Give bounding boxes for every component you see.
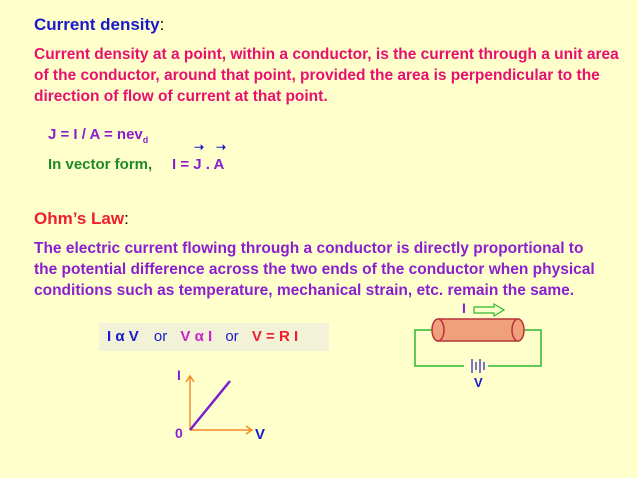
circuit-diagram xyxy=(415,304,541,373)
conductor-right-end xyxy=(512,319,524,341)
ohms-heading-colon: : xyxy=(124,209,129,228)
circuit-voltage-label: V xyxy=(474,375,483,390)
formula-or-1: or xyxy=(153,328,168,345)
vector-arrow-i-icon: ➝ xyxy=(194,140,205,154)
current-arrow-icon xyxy=(474,304,504,316)
vector-form-label: In vector form, xyxy=(48,156,153,173)
formula-v-equals-ri: V = R I xyxy=(251,328,299,345)
ohms-heading-text: Ohm’s Law xyxy=(34,209,125,228)
vector-formula: I = J . A xyxy=(172,156,225,173)
formula-or-2: or xyxy=(225,328,239,345)
formula-text: J = I / A = nev xyxy=(48,126,143,143)
formula-subscript: d xyxy=(142,135,149,145)
ohms-law-statement: The electric current flowing through a conductor is directly proportional to the potential difference across the two ends of the conductor when physical conditions such as temperature, mechanical strain, etc. remain the same. xyxy=(34,240,595,299)
vector-arrow-a-icon: ➝ xyxy=(216,140,227,154)
graph-line xyxy=(190,381,230,430)
heading-text: Current density xyxy=(34,15,160,34)
formula-i-alpha-v: I α V xyxy=(107,328,139,345)
graph-origin-label: 0 xyxy=(175,425,183,441)
vi-graph xyxy=(186,376,252,434)
graph-y-label: I xyxy=(177,367,181,383)
current-density-definition: Current density at a point, within a conductor, is the current through a unit area of the conductor, around that point, provided the area is perpendicular to the direction of flow of current at that point. xyxy=(34,46,619,105)
circuit-current-label: I xyxy=(462,300,466,316)
conductor-body xyxy=(438,319,518,341)
formula-v-alpha-i: V α I xyxy=(180,328,213,345)
graph-x-label: V xyxy=(255,426,266,443)
conductor-left-end xyxy=(432,319,444,341)
heading-colon: : xyxy=(159,15,165,34)
